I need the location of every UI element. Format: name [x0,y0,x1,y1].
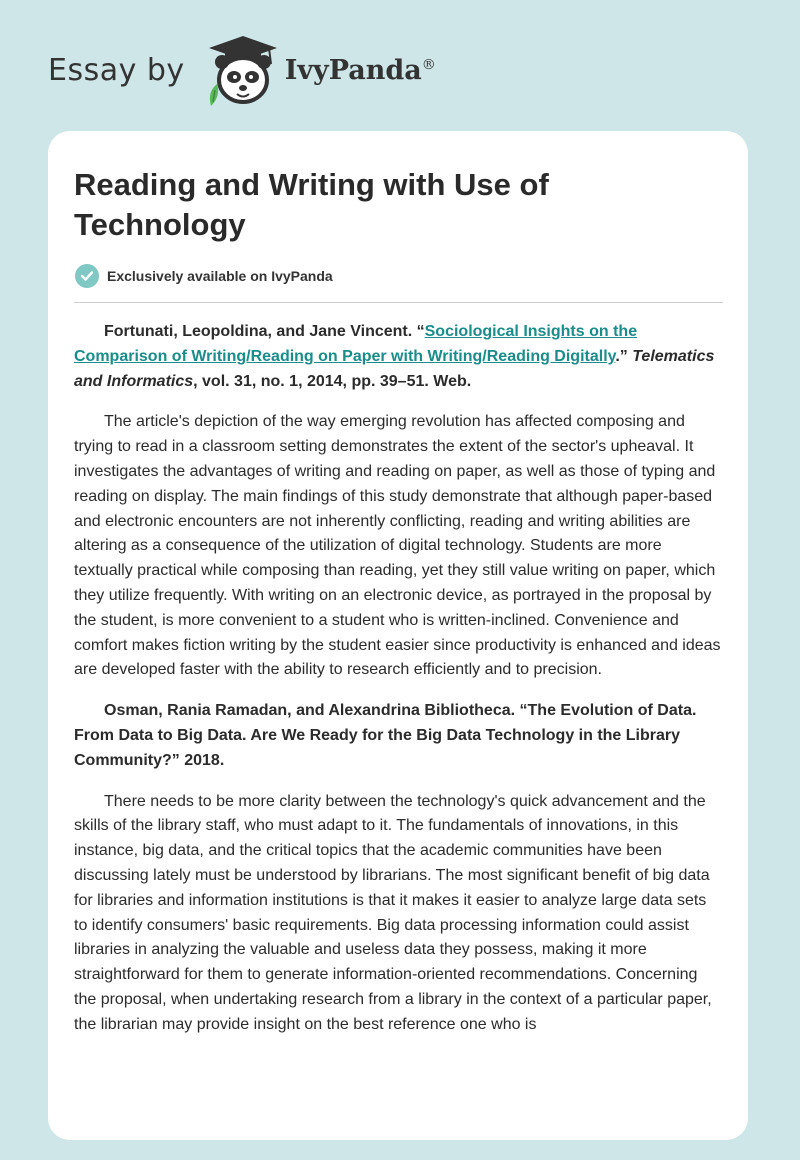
page-title: Reading and Writing with Use of Technology [74,167,549,242]
citation-link[interactable]: Sociological Insights on the Comparison of Writing/Reading on Paper with Writing/Reading Digitally [74,323,638,365]
article-card [48,131,748,1140]
annotation-paragraph: There needs to be more clarity between the technology's quick advancement and the skills of the library staff, who must adapt to it. The fundamentals of innovations, in this instance, big data, and the critical topics that the academic communities have been discussing lately must be understood by librarians. The most significant benefit of big data for libraries and information institutions is that it makes it easier to analyze large data sets to identify consumers' basic requirements. Big data processing information could assist libraries in analyzing the valuable and useless data they possess, making it more straightforward for them to generate information-oriented recommendations. Concerning the proposal, when undertaking research from a library in the context of a particular paper, the librarian may provide insight on the best reference one who is [74,792,712,1033]
registered-mark: ® [421,56,436,73]
citation-punct: .” [615,347,633,365]
article-body [74,320,724,1054]
divider [74,302,723,303]
brand-prefix: Essay by [48,52,185,88]
citation-details: , vol. 31, no. 1, 2014, pp. 39–51. Web. [193,372,472,390]
exclusive-label: Exclusively available on IvyPanda [107,268,333,284]
panda-graduate-icon[interactable] [201,32,279,108]
site-header [48,34,436,106]
brand-name[interactable] [285,55,436,86]
exclusive-badge [75,264,333,288]
check-icon [75,264,99,288]
brand-name-text: IvyPanda [284,54,422,86]
citation-journal: Telematics and Informatics [74,347,715,390]
citation: Osman, Rania Ramadan, and Alexandrina Bibliotheca. “The Evolution of Data. From Data to Big Data. Are We Ready for the Big Data Technology in the Library Community?” 2018. [74,702,697,769]
annotation-paragraph: The article's depiction of the way emerging revolution has affected composing and trying to read in a classroom setting demonstrates the extent of the sector's upheaval. It investigates the advantages of writing and reading on paper, as well as those of typing and reading on display. The main findings of this study demonstrate that although paper-based and electronic encounters are not inherently conflicting, reading and writing abilities are altering as a consequence of the utilization of digital technology. Students are more textually practical while composing than reading, yet they still value writing on paper, which they utilize frequently. With writing on an electronic device, as portrayed in the proposal by the student, is more convenient to a student who is written-inclined. Convenience and comfort makes fiction writing by the student easier since productivity is enhanced and ideas are developed faster with the ability to research efficiently and to precision. [74,413,721,679]
citation-authors: Fortunati, Leopoldina, and Jane Vincent. “ [104,323,425,340]
citation [74,320,724,394]
